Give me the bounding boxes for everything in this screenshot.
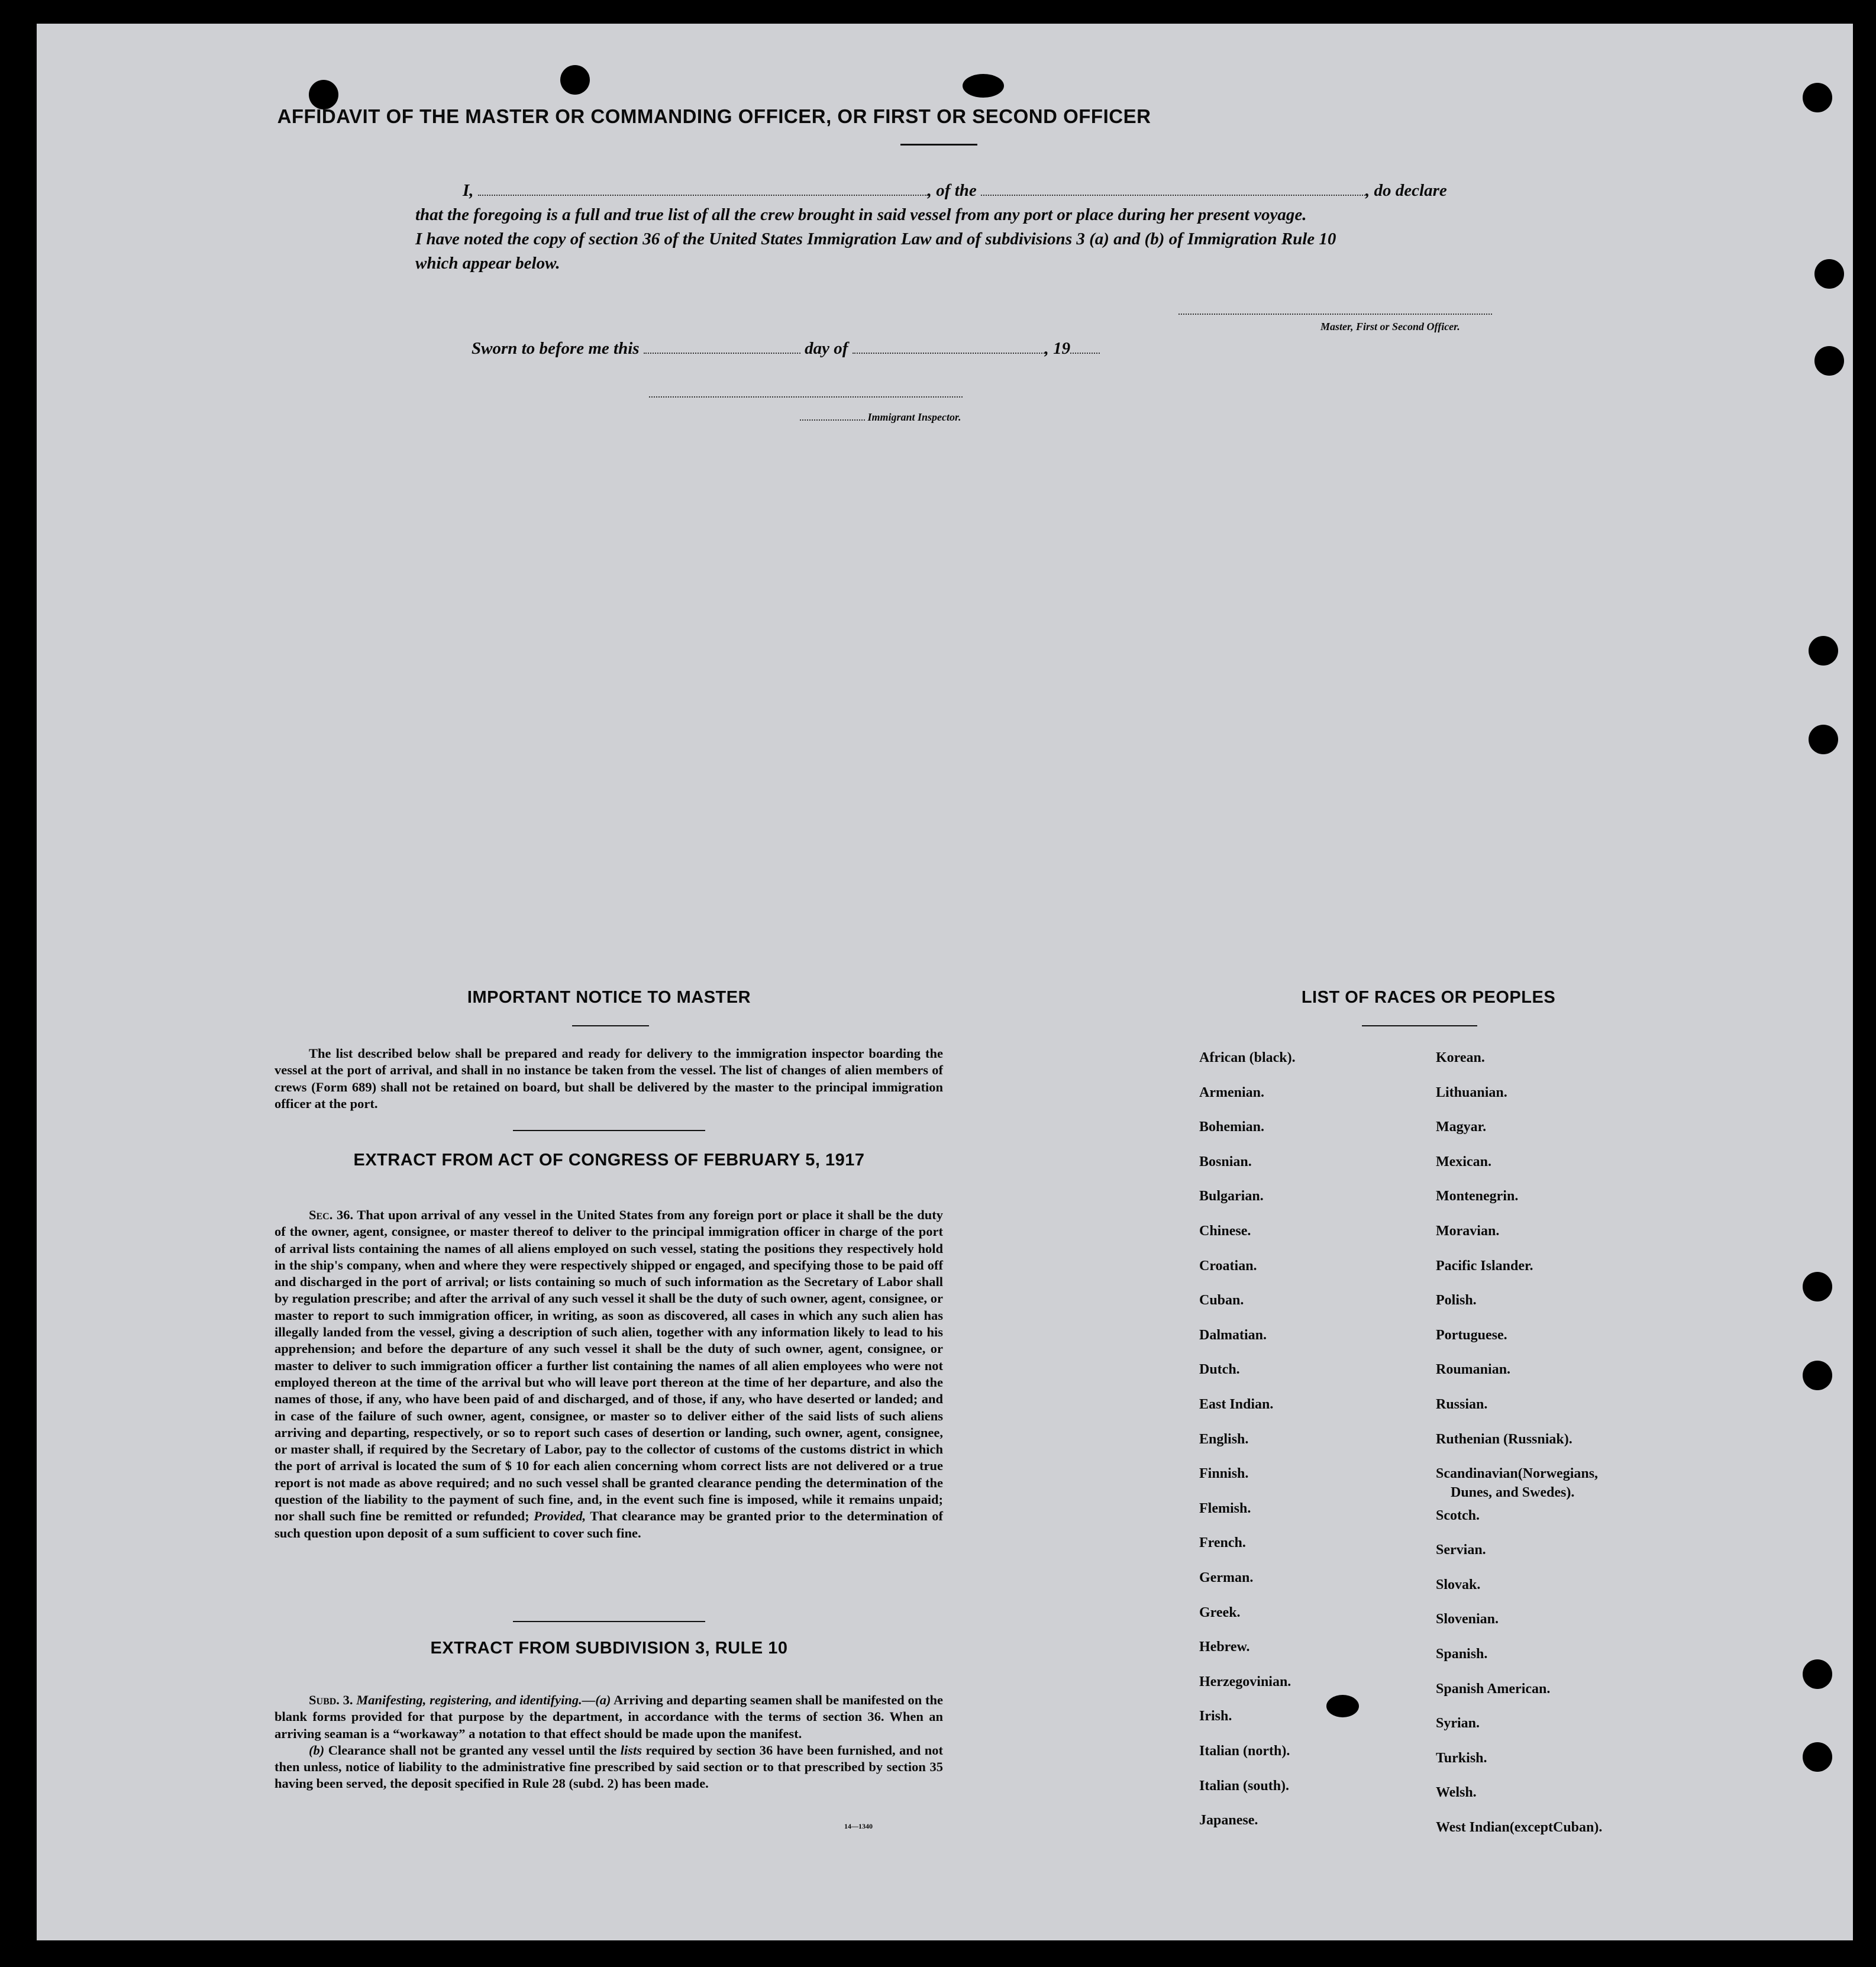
race-entry: German. (1199, 1570, 1254, 1585)
punch-hole (1803, 1361, 1832, 1390)
race-entry: Croatian. (1199, 1258, 1257, 1274)
act-text-continued: That clearance may be granted prior to the determination of such question upon deposit of a sum sufficient to cover such fine. (275, 1509, 943, 1540)
name-blank (478, 179, 928, 196)
rule-para-a: Arriving and departing seamen shall be manifested on the blank forms provided for that purpose by the department, in accordance with the terms of section 36. When an arriving seaman is a “workaway” a notation to that effect should be made upon the manifest. (275, 1693, 944, 1741)
race-entry: Bulgarian. (1199, 1188, 1264, 1204)
of-the-label: , of the (927, 181, 977, 200)
race-entry: Greek. (1199, 1604, 1241, 1620)
race-entry: English. (1199, 1431, 1249, 1447)
act-text-block (275, 1207, 943, 1542)
rule-para-b: Clearance shall not be granted any vessel until the (328, 1742, 617, 1758)
affidavit-title: AFFIDAVIT OF THE MASTER OR COMMANDING OFFICER, OR FIRST OR SECOND OFFICER (277, 105, 1151, 127)
race-entry: Spanish. (1436, 1646, 1488, 1662)
punch-hole (1803, 1742, 1832, 1772)
lists-word: lists (620, 1742, 642, 1758)
races-title: LIST OF RACES OR PEOPLES (1301, 988, 1556, 1007)
race-entry: Polish. (1436, 1293, 1477, 1309)
race-entry: Armenian. (1199, 1084, 1264, 1100)
vessel-blank (981, 179, 1365, 196)
punch-hole (1809, 725, 1838, 754)
race-entry: Scotch. (1436, 1507, 1480, 1523)
sec-label: Sec. 36. (309, 1207, 354, 1222)
punch-hole (1803, 1659, 1832, 1689)
race-entry: Moravian. (1436, 1223, 1500, 1239)
race-entry: Dunes, and Swedes). (1451, 1485, 1575, 1501)
document-sheet (37, 24, 1853, 1940)
rule-title: EXTRACT FROM SUBDIVISION 3, RULE 10 (430, 1639, 788, 1658)
race-entry: French. (1199, 1535, 1246, 1551)
race-entry: Irish. (1199, 1708, 1232, 1724)
race-entry: Servian. (1436, 1542, 1486, 1558)
races-underline (1362, 1025, 1477, 1026)
punch-hole (1803, 83, 1832, 112)
subd-label: Subd. 3. (309, 1693, 353, 1707)
race-entry: Italian (north). (1199, 1743, 1290, 1759)
race-entry: Dutch. (1199, 1362, 1240, 1378)
rule-para-b-continued: required by section 36 have been furnished, and not then unless, notice of liability to the administrative fine prescribed by said section or to that prescribed by section 35 having been served, the deposit specified in Rule 28 (subd. 2) has been made. (275, 1742, 944, 1791)
race-entry: Hebrew. (1199, 1639, 1250, 1655)
month-blank (853, 337, 1045, 354)
race-entry: Bosnian. (1199, 1154, 1252, 1170)
race-entry: Japanese. (1199, 1813, 1258, 1829)
race-entry: Turkish. (1436, 1750, 1487, 1766)
race-entry: Herzegovinian. (1199, 1674, 1291, 1690)
race-entry: Chinese. (1199, 1223, 1251, 1239)
race-entry: Lithuanian. (1436, 1084, 1507, 1100)
race-entry: Ruthenian (Russniak). (1436, 1431, 1573, 1447)
race-entry: Dalmatian. (1199, 1327, 1267, 1343)
year-blank (1070, 337, 1100, 354)
race-entry: Mexican. (1436, 1154, 1491, 1170)
sworn-label: Sworn to before me this (472, 339, 640, 358)
inspector-signature-line (649, 396, 963, 398)
divider (513, 1130, 705, 1131)
race-entry: Spanish American. (1436, 1681, 1551, 1697)
para-b-label: (b) (309, 1742, 325, 1758)
subd-heading: Manifesting, registering, and identifying.—(a) (356, 1693, 611, 1707)
day-of-label: day of (805, 339, 848, 358)
notice-title: IMPORTANT NOTICE TO MASTER (467, 988, 751, 1007)
divider (513, 1621, 705, 1622)
affidavit-line-3: I have noted the copy of section 36 of the United States Immigration Law and of subdivisions 3 (a) and (b) of Immigration Rule 10 (415, 230, 1336, 248)
act-title: EXTRACT FROM ACT OF CONGRESS OF FEBRUARY 5, 1917 (353, 1151, 865, 1170)
punch-hole (1814, 346, 1844, 376)
race-entry: Montenegrin. (1436, 1188, 1519, 1204)
ink-blot (1326, 1695, 1359, 1717)
notice-text-block (275, 1045, 943, 1112)
punch-hole (1814, 259, 1844, 289)
title-underline (900, 144, 977, 146)
provided-word: Provided, (534, 1509, 586, 1524)
race-entry: Slovenian. (1436, 1611, 1499, 1627)
day-blank (644, 337, 800, 354)
race-entry: Korean. (1436, 1050, 1485, 1065)
race-entry: Italian (south). (1199, 1778, 1290, 1794)
punch-hole (560, 65, 590, 95)
race-entry: West Indian(exceptCuban). (1436, 1819, 1603, 1835)
affidavit-declaration (415, 179, 1557, 276)
race-entry: Roumanian. (1436, 1362, 1511, 1378)
declare-label: , do declare (1365, 181, 1447, 200)
rule-text-block (275, 1692, 943, 1792)
form-number: 14—1340 (844, 1822, 873, 1830)
race-entry: Slovak. (1436, 1577, 1481, 1593)
race-entry: Magyar. (1436, 1119, 1487, 1135)
race-entry: Cuban. (1199, 1293, 1244, 1309)
race-entry: Welsh. (1436, 1785, 1477, 1801)
affidavit-i-label: I, (463, 181, 474, 200)
signature-line (1178, 314, 1492, 315)
race-entry: Russian. (1436, 1397, 1488, 1412)
sworn-line (472, 337, 1100, 358)
affidavit-line-4: which appear below. (415, 254, 560, 273)
punch-hole (963, 74, 1004, 98)
affidavit-line-2: that the foregoing is a full and true list of all the crew brought in said vessel from any port or place during her present voyage. (415, 205, 1307, 224)
race-entry: Finnish. (1199, 1466, 1249, 1482)
race-entry: Bohemian. (1199, 1119, 1265, 1135)
act-text: That upon arrival of any vessel in the United States from any foreign port or place it shall be the duty of the owner, agent, consignee, or master thereof to deliver to the principal immigration officer in charge of the port of arrival lists containing the names of all aliens employed on such vessel, stating the positions they respectively hold in the ship's company, when and where they were respectively shipped or engaged, and specifying those to be paid off and discharged in the port of arrival; or lists containing so much of such information as the Secretary of Labor shall by regulation prescribe; and after the arrival of any such vessel it shall be the duty of such owner, agent, consignee, or master to report to such immigration officer, in writing, as soon as discovered, all cases in which any such alien has illegally landed from the vessel, giving a description of such alien, together with any information likely to lead to his apprehension; and before the departure of any such vessel it shall be the duty of such owner, agent, consignee, or master to deliver to such immigration officer a further list containing the names of all alien employees who were not employed thereon at the time of the arrival but who will leave port thereon at the time of her departure, and also the names of those, if any, who have been paid of and discharged, and of those, if any, who have deserted or landed; and in case of the failure of such owner, agent, consignee, or master so to deliver either of the said lists of such aliens arriving and departing, respectively, or so to report such cases of desertion or landing, such owner, agent, consignee, or master shall, if required by the Secretary of Labor, pay to the collector of customs of the customs district in which the port of arrival is located the sum of $ 10 for each alien concerning whom correct lists are not delivered or a true report is not made as above required; and no such vessel shall be granted clearance pending the determination of the question of the liability to the payment of such fine, and, in the event such fine is imposed, while it remains unpaid; nor shall such fine be remitted or refunded; (275, 1207, 943, 1524)
inspector-label: Immigrant Inspector. (867, 411, 961, 423)
race-entry: Portuguese. (1436, 1327, 1507, 1343)
signature-label: Master, First or Second Officer. (1320, 321, 1460, 332)
race-entry: African (black). (1199, 1050, 1296, 1065)
race-entry: Syrian. (1436, 1716, 1480, 1732)
race-entry: Flemish. (1199, 1500, 1251, 1516)
race-entry: Scandinavian(Norwegians, (1436, 1466, 1599, 1482)
inspector-label-line (800, 411, 961, 424)
punch-hole (1803, 1272, 1832, 1301)
year-label: , 19 (1044, 339, 1071, 358)
notice-underline (572, 1025, 649, 1026)
race-entry: Pacific Islander. (1436, 1258, 1533, 1274)
punch-hole (1809, 636, 1838, 666)
race-entry: East Indian. (1199, 1397, 1274, 1412)
notice-text: The list described below shall be prepared and ready for delivery to the immigration inspector boarding the vessel at the port of arrival, and shall in no instance be taken from the vessel. The list of changes of alien members of crews (Form 689) shall not be retained on board, but shall be delivered by the master to the principal immigration officer at the port. (275, 1046, 943, 1111)
